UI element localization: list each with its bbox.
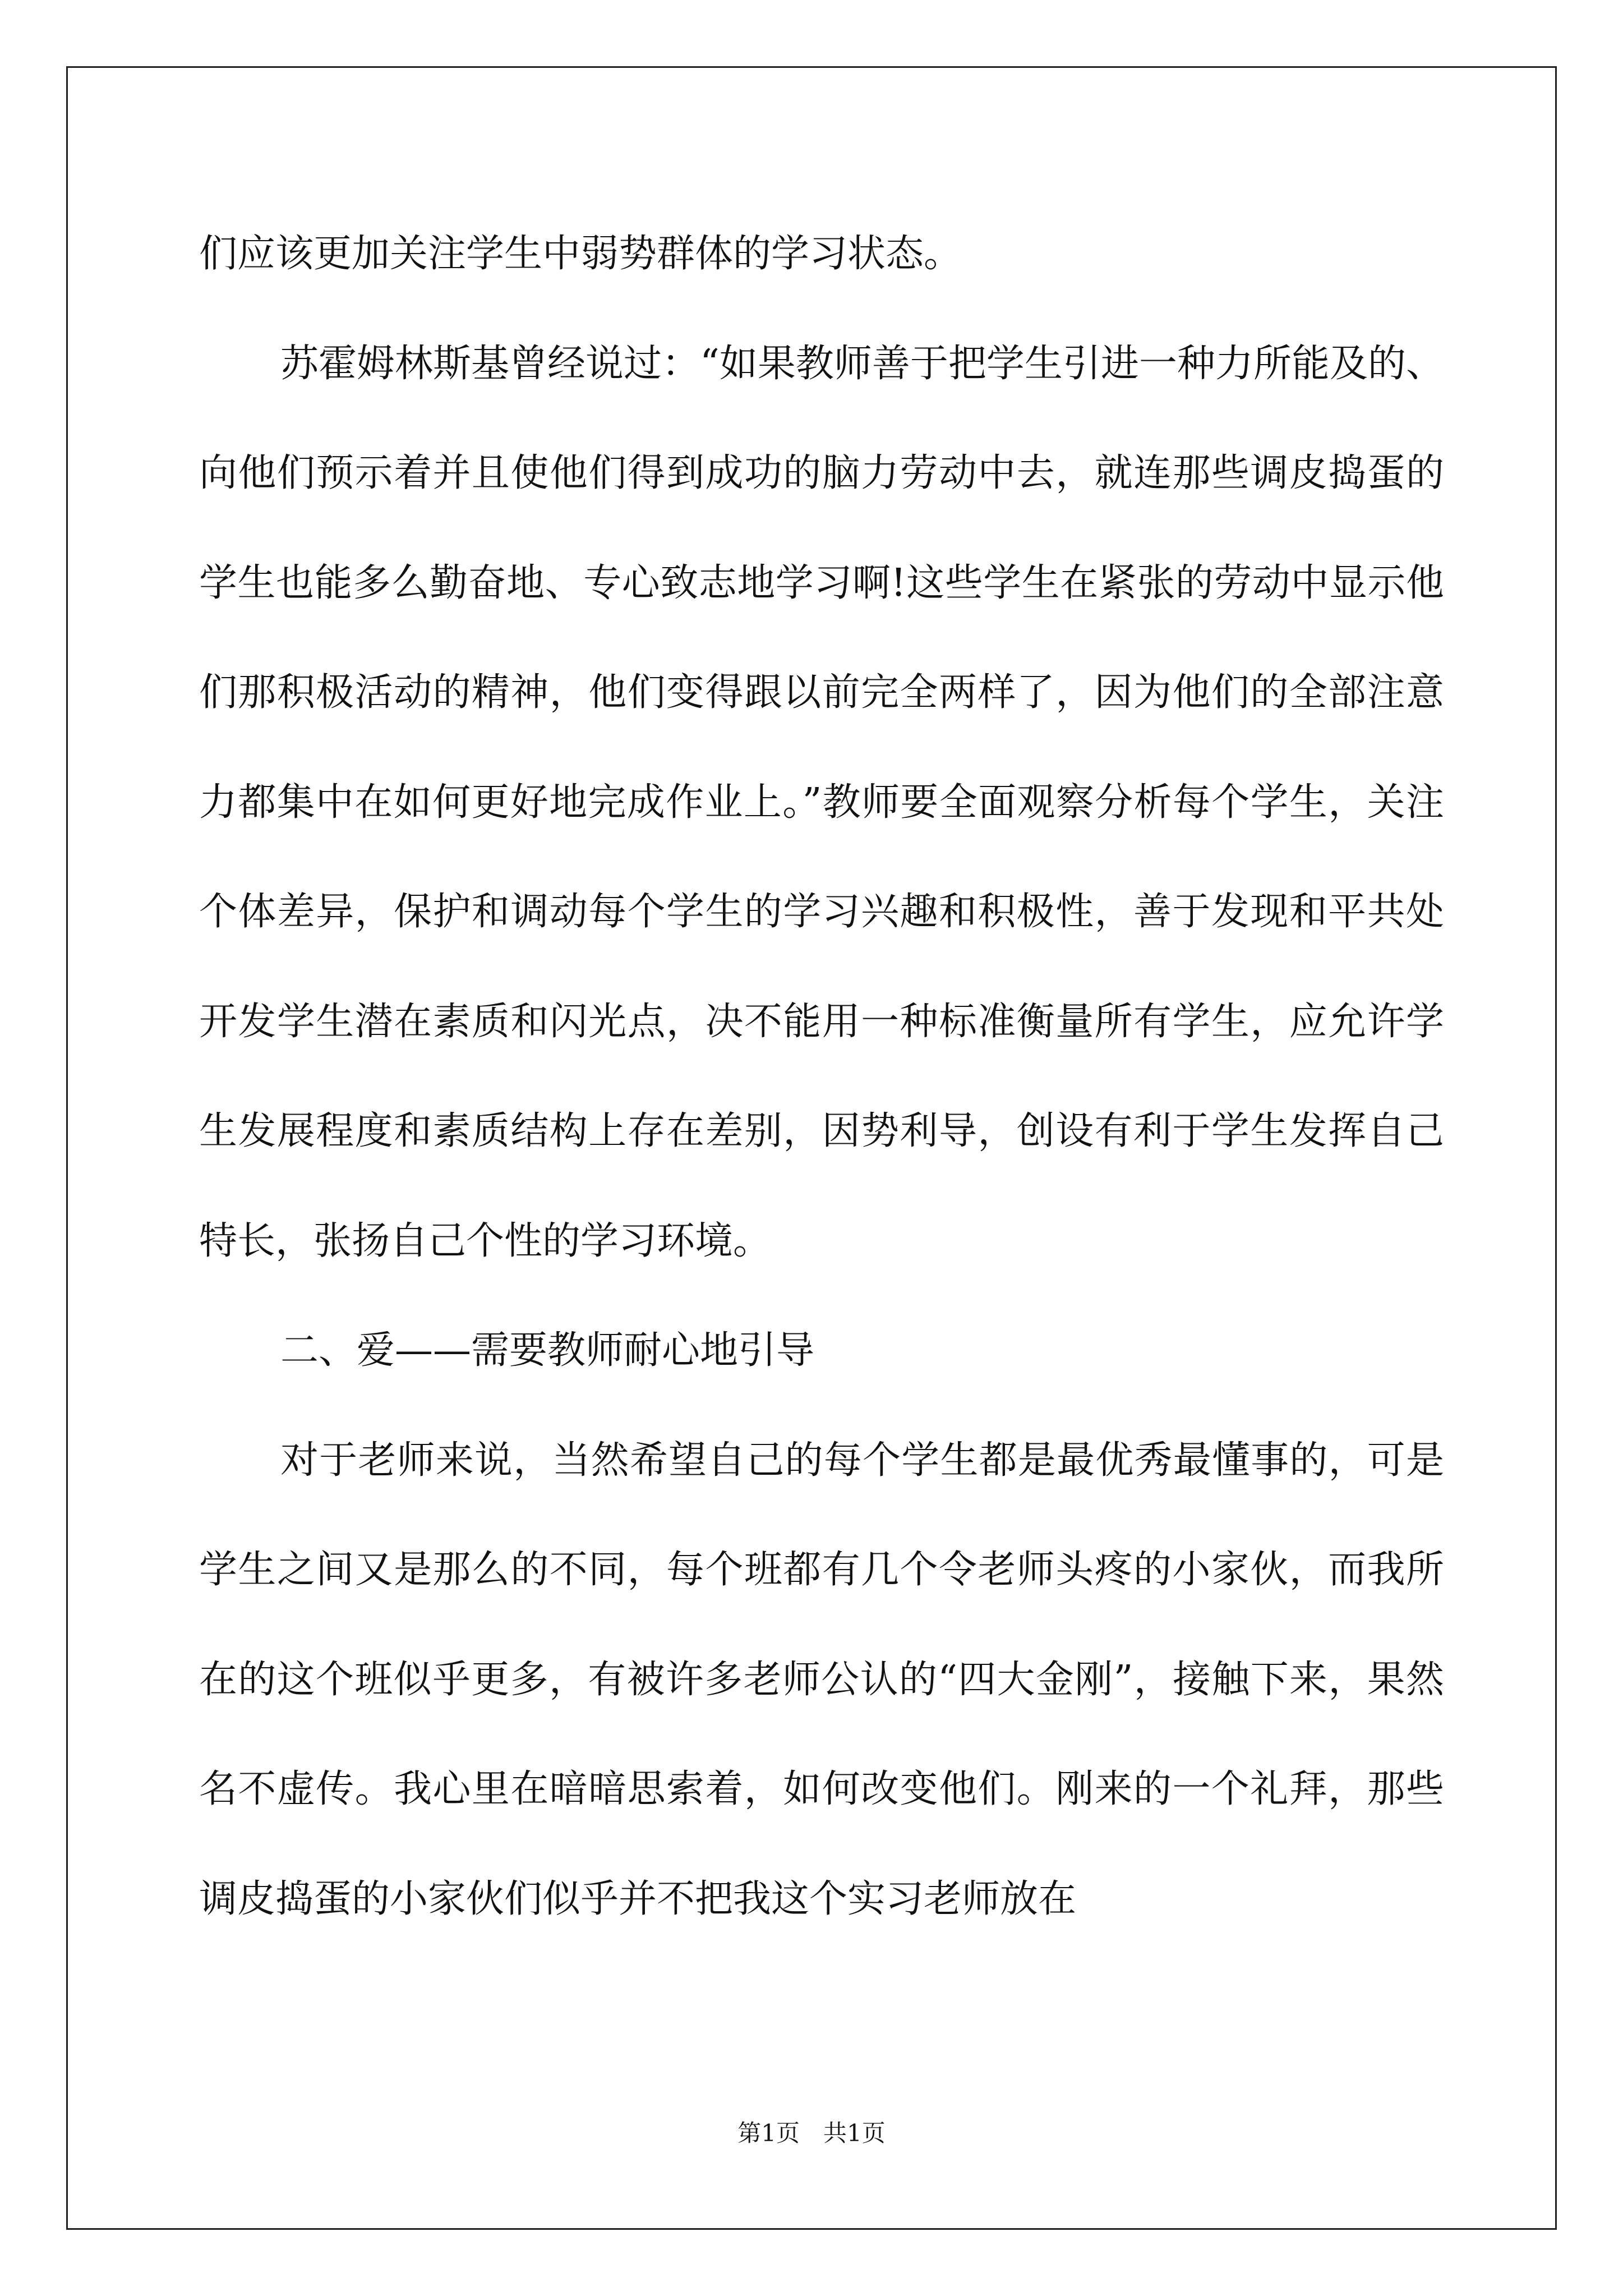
paragraph-2: 苏霍姆林斯基曾经说过：“如果教师善于把学生引进一种力所能及的、向他们预示着并且使他们得到成功的脑力劳动中去，就连那些调皮捣蛋的学生也能多么勤奋地、专心致志地学习啊!这些学生在紧张的劳动中显示他们那积极活动的精神，他们变得跟以前完全两样了，因为他们的全部注意力都集中在如何更好地完成作业上。”教师要全面观察分析每个学生，关注个体差异，保护和调动每个学生的学习兴趣和积极性，善于发现和平共处开发学生潜在素质和闪光点，决不能用一种标准衡量所有学生，应允许学生发展程度和素质结构上存在差别，因势利导，创设有利于学生发挥自己特长，张扬自己个性的学习环境。 bbox=[199, 341, 1444, 1263]
paragraph-3: 对于老师来说，当然希望自己的每个学生都是最优秀最懂事的，可是学生之间又是那么的不同，每个班都有几个令老师头疼的小家伙，而我所在的这个班似乎更多，有被许多老师公认的“四大金刚”，接触下来，果然名不虚传。我心里在暗暗思索着，如何改变他们。刚来的一个礼拜，那些调皮捣蛋的小家伙们似乎并不把我这个实习老师放在 bbox=[199, 1438, 1444, 1921]
page-footer: 第1页 共1页 bbox=[737, 2119, 886, 2147]
section-heading: 二、爱——需要教师耐心地引导 bbox=[280, 1328, 815, 1373]
paragraph-1: 们应该更加关注学生中弱势群体的学习状态。 bbox=[199, 232, 962, 276]
document-body bbox=[199, 199, 1444, 1954]
